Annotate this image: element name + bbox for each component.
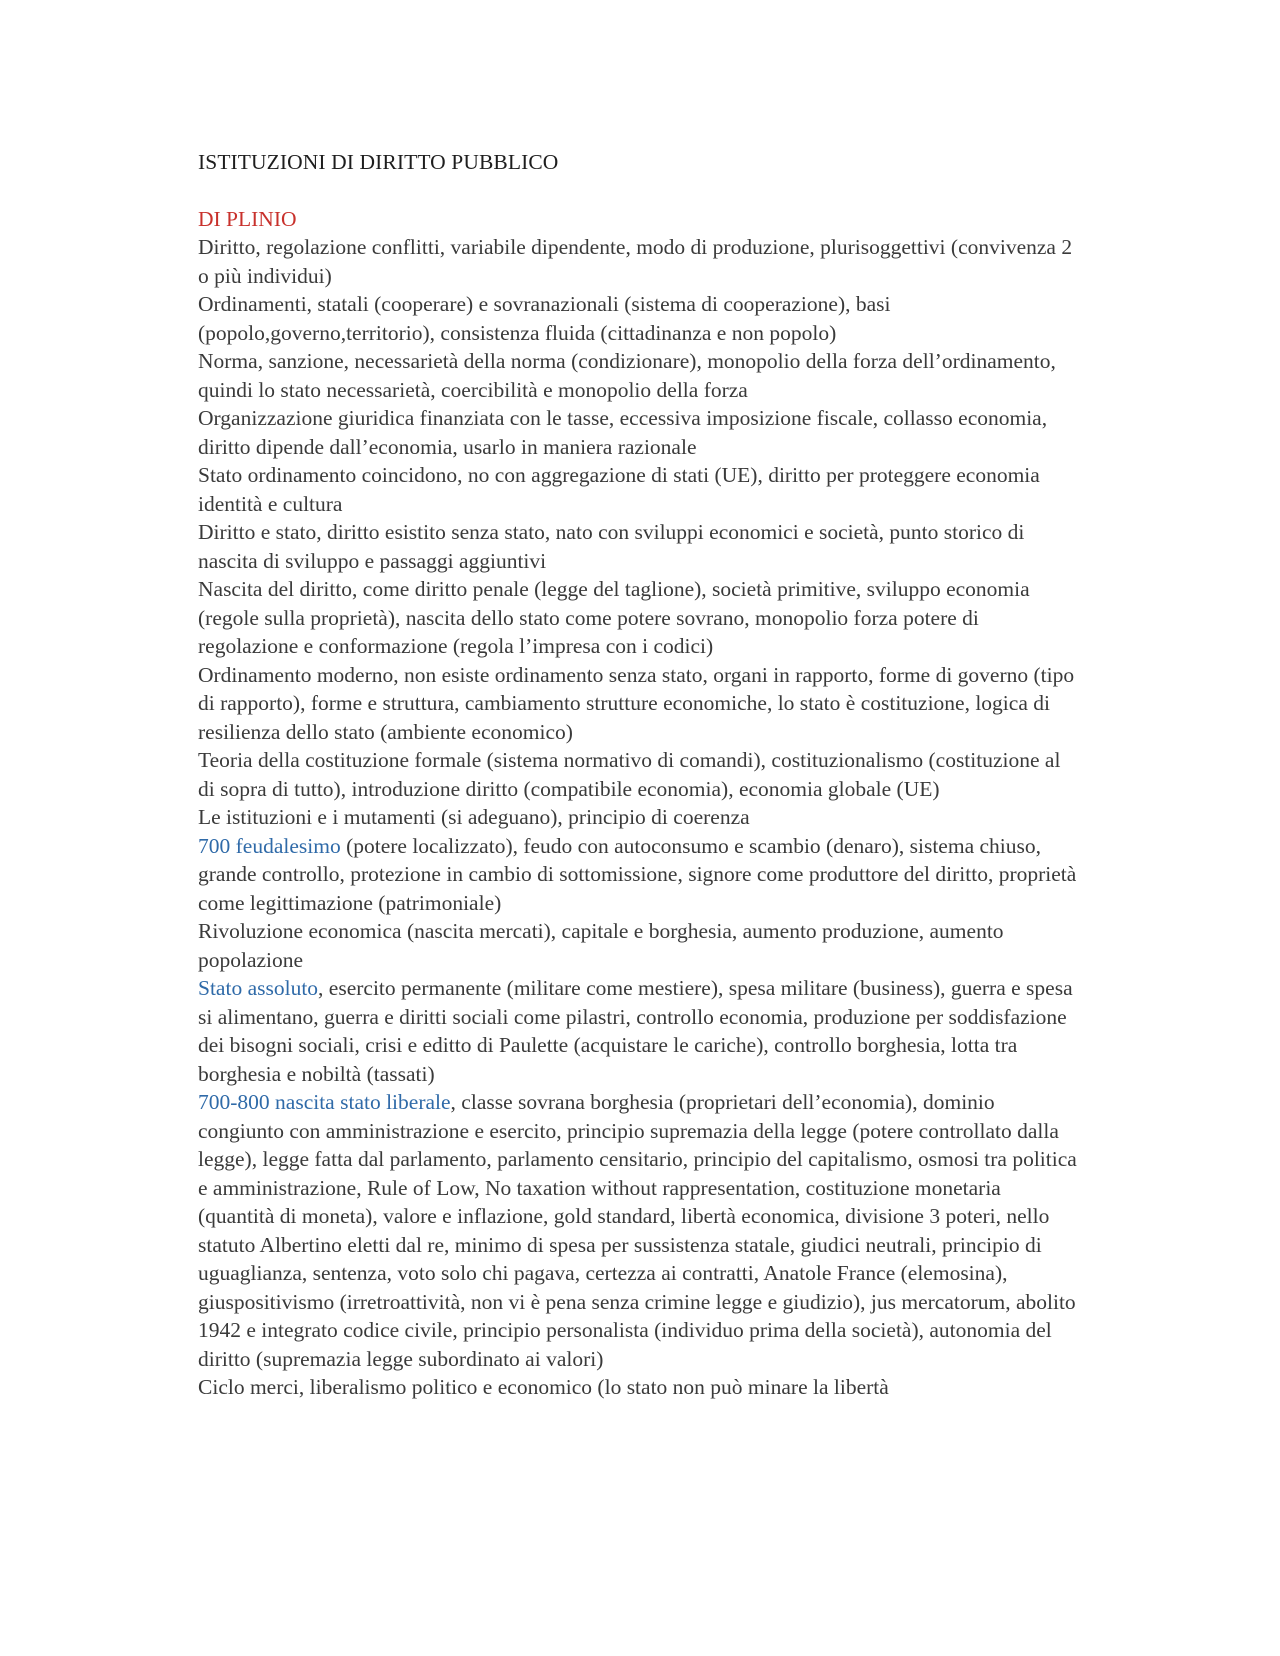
- paragraph-5: [198, 461, 1078, 518]
- paragraph-3: [198, 347, 1078, 404]
- paragraph-text: Diritto, regolazione conflitti, variabile dipendente, modo di produzione, plurisoggettivi (convivenza 2 o più individui): [198, 235, 1073, 288]
- paragraph-2: [198, 290, 1078, 347]
- paragraph-text: Ciclo merci, liberalismo politico e economico (lo stato non può minare la libertà: [198, 1375, 889, 1399]
- paragraph-15: [198, 1373, 1078, 1402]
- paragraph-12: [198, 917, 1078, 974]
- paragraph-13: [198, 974, 1078, 1088]
- paragraph-text: Le istituzioni e i mutamenti (si adeguano), principio di coerenza: [198, 805, 750, 829]
- paragraph-text: Stato ordinamento coincidono, no con aggregazione di stati (UE), diritto per proteggere economia identità e cultura: [198, 463, 1040, 516]
- paragraph-4: [198, 404, 1078, 461]
- paragraph-1: [198, 233, 1078, 290]
- paragraph-11: [198, 832, 1078, 918]
- paragraph-text: Ordinamento moderno, non esiste ordinamento senza stato, organi in rapporto, forme di governo (tipo di rapporto), forme e struttura, cambiamento strutture economiche, lo stato è costituzione, logica di resilienza dello stato (ambiente economico): [198, 662, 1075, 744]
- document-body: [198, 148, 1078, 1402]
- paragraph-text: Rivoluzione economica (nascita mercati), capitale e borghesia, aumento produzione, aumento popolazione: [198, 919, 1004, 972]
- highlighted-lead: Stato assoluto: [198, 976, 319, 1000]
- paragraph-14: [198, 1088, 1078, 1373]
- paragraph-text: Organizzazione giuridica finanziata con le tasse, eccessiva imposizione fiscale, collasso economia, diritto dipende dall’economia, usarlo in maniera razionale: [198, 406, 1048, 459]
- document-title: ISTITUZIONI DI DIRITTO PUBBLICO: [198, 150, 559, 174]
- highlighted-lead: 700-800 nascita stato liberale: [198, 1090, 451, 1114]
- title-spacer: [198, 177, 1078, 205]
- paragraph-text: Ordinamenti, statali (cooperare) e sovranazionali (sistema di cooperazione), basi (popolo,governo,territorio), consistenza fluida (cittadinanza e non popolo): [198, 292, 891, 345]
- paragraph-text: , classe sovrana borghesia (proprietari dell’economia), dominio congiunto con amministrazione e esercito, principio supremazia della legge (potere controllato dalla legge), legge fatta dal parlamento, parlamento censitario, principio del capitalismo, osmosi tra politica e amministrazione, Rule of Low, No taxation without rappresentation, costituzione monetaria (quantità di moneta), valore e inflazione, gold standard, libertà economica, divisione 3 poteri, nello statuto Albertino eletti dal re, minimo di spesa per sussistenza statale, giudici neutrali, principio di uguaglianza, sentenza, voto solo chi pagava, certezza ai contratti, Anatole France (elemosina), giuspositivismo (irretroattività, non vi è pena senza crimine legge e giudizio), jus mercatorum, abolito 1942 e integrato codice civile, principio personalista (individuo prima della società), autonomia del diritto (supremazia legge subordinato ai valori): [198, 1090, 1077, 1371]
- paragraph-text: Diritto e stato, diritto esistito senza stato, nato con sviluppi economici e società, punto storico di nascita di sviluppo e passaggi aggiuntivi: [198, 520, 1025, 573]
- author-heading: DI PLINIO: [198, 206, 297, 231]
- paragraph-9: [198, 746, 1078, 803]
- paragraph-6: [198, 518, 1078, 575]
- paragraph-10: [198, 803, 1078, 832]
- paragraph-text: Teoria della costituzione formale (sistema normativo di comandi), costituzionalismo (costituzione al di sopra di tutto), introduzione diritto (compatibile economia), economia globale (UE): [198, 748, 1061, 801]
- paragraph-text: Nascita del diritto, come diritto penale (legge del taglione), società primitive, sviluppo economia (regole sulla proprietà), nascita dello stato come potere sovrano, monopolio forza potere di regolazione e conformazione (regola l’impresa con i codici): [198, 577, 1030, 658]
- highlighted-lead: 700 feudalesimo: [198, 833, 341, 858]
- paragraph-text: , esercito permanente (militare come mestiere), spesa militare (business), guerra e spesa si alimentano, guerra e diritti sociali come pilastri, controllo economia, produzione per soddisfazione dei bisogni sociali, crisi e editto di Paulette (acquistare le cariche), controllo borghesia, lotta tra borghesia e nobiltà (tassati): [198, 976, 1073, 1086]
- paragraph-text: (potere localizzato), feudo con autoconsumo e scambio (denaro), sistema chiuso, grande controllo, protezione in cambio di sottomissione, signore come produttore del diritto, proprietà come legittimazione (patrimoniale): [198, 833, 1077, 915]
- paragraph-7: [198, 575, 1078, 661]
- paragraph-text: Norma, sanzione, necessarietà della norma (condizionare), monopolio della forza dell’ordinamento, quindi lo stato necessarietà, coercibilità e monopolio della forza: [198, 349, 1056, 402]
- paragraph-8: [198, 661, 1078, 747]
